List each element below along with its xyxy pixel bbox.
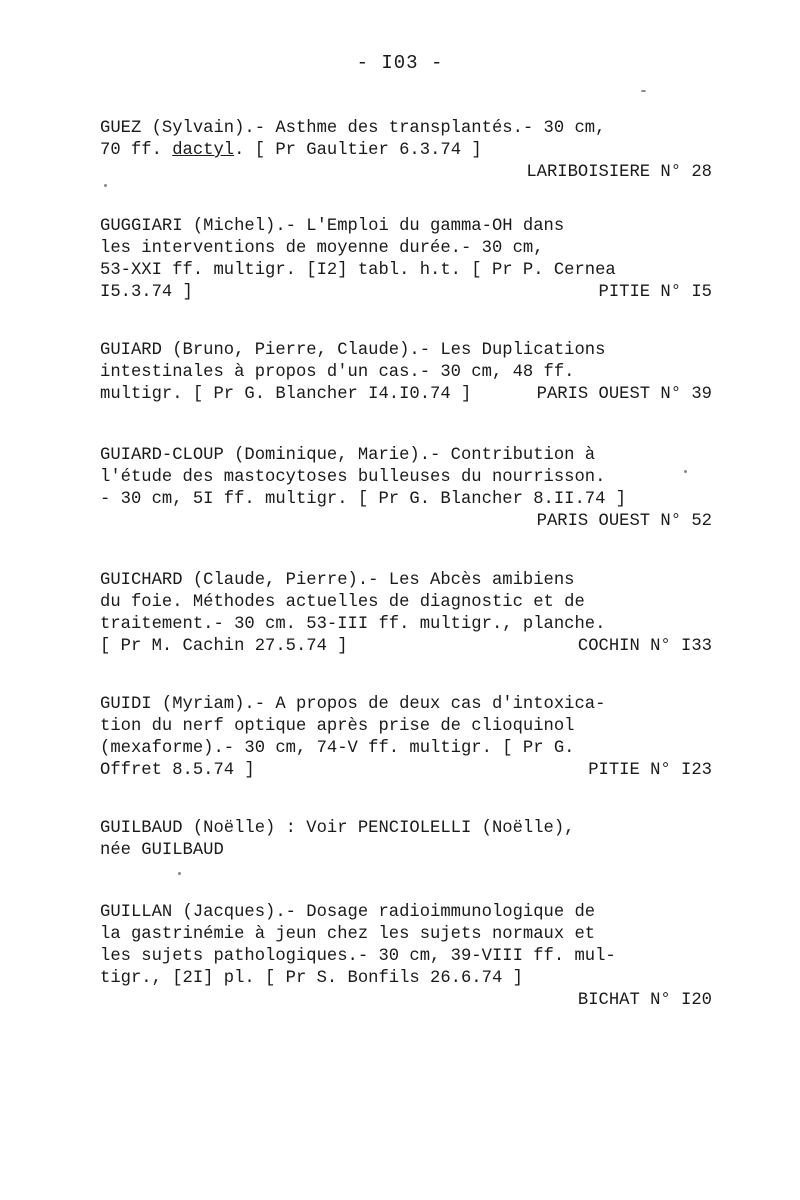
entry-location: PARIS OUEST N° 52 — [536, 512, 712, 531]
entry-location: COCHIN N° I33 — [577, 637, 712, 656]
entry-line — [100, 140, 712, 162]
bibliography-entry — [100, 570, 712, 658]
entry-line: GUGGIARI (Michel).- L'Emploi du gamma-OH dans — [100, 217, 565, 236]
entry-line: GUIDI (Myriam).- A propos de deux cas d'intoxica- — [100, 695, 606, 714]
bibliography-entry — [100, 340, 712, 406]
entry-line: GUICHARD (Claude, Pierre).- Les Abcès amibiens — [100, 571, 575, 590]
entry-line: du foie. Méthodes actuelles de diagnostic et de — [100, 593, 585, 612]
entry-line: GUILBAUD (Noëlle) : Voir PENCIOLELLI (Noëlle), — [100, 819, 575, 838]
entry-line — [100, 384, 712, 406]
entry-line: tigr., [2I] pl. [ Pr S. Bonfils 26.6.74 ] — [100, 969, 523, 988]
bibliography-entry — [100, 694, 712, 782]
entry-location: BICHAT N° I20 — [577, 991, 712, 1010]
page-number: - I03 - — [356, 52, 444, 74]
entry-location: PARIS OUEST N° 39 — [536, 385, 712, 404]
entry-line: GUIARD-CLOUP (Dominique, Marie).- Contribution à — [100, 446, 596, 465]
scan-speck — [684, 470, 687, 473]
entry-line: les sujets pathologiques.- 30 cm, 39-VIII ff. mul- — [100, 947, 616, 966]
entry-line: la gastrinémie à jeun chez les sujets normaux et — [100, 925, 596, 944]
entry-location: PITIE N° I5 — [598, 283, 712, 302]
entry-line: née GUILBAUD — [100, 841, 224, 860]
bibliography-entry — [100, 118, 712, 184]
bibliography-entry — [100, 902, 712, 1012]
entry-line: (mexaforme).- 30 cm, 74-V ff. multigr. [ Pr G. — [100, 739, 575, 758]
bibliography-entry — [100, 216, 712, 304]
scan-speck — [641, 90, 646, 92]
entry-location: LARIBOISIERE N° 28 — [526, 163, 712, 182]
scan-speck — [178, 872, 181, 875]
entry-line-text: I5.3.74 ] — [100, 283, 193, 302]
entry-line: tion du nerf optique après prise de clioquinol — [100, 717, 575, 736]
entry-line: 53-XXI ff. multigr. [I2] tabl. h.t. [ Pr P. Cernea — [100, 261, 616, 280]
entry-line: intestinales à propos d'un cas.- 30 cm, 48 ff. — [100, 363, 575, 382]
entry-line: GUEZ (Sylvain).- Asthme des transplantés.- 30 cm, — [100, 119, 606, 138]
entry-line: GUIARD (Bruno, Pierre, Claude).- Les Duplications — [100, 341, 606, 360]
entry-line-text: multigr. [ Pr G. Blancher I4.I0.74 ] — [100, 385, 472, 404]
entry-line — [100, 760, 712, 782]
entry-line: GUILLAN (Jacques).- Dosage radioimmunologique de — [100, 903, 596, 922]
entry-line-text: [ Pr M. Cachin 27.5.74 ] — [100, 637, 348, 656]
underlined-abbreviation: dactyl — [172, 141, 235, 160]
entry-location: PITIE N° I23 — [588, 761, 712, 780]
entry-line: - 30 cm, 5I ff. multigr. [ Pr G. Blancher 8.II.74 ] — [100, 490, 627, 509]
entry-line-text: . [ Pr Gaultier 6.3.74 ] — [234, 141, 482, 160]
cross-reference-entry — [100, 818, 712, 862]
entry-line: traitement.- 30 cm. 53-III ff. multigr., planche. — [100, 615, 606, 634]
entry-line-text: 70 ff. — [100, 141, 173, 160]
entry-line — [100, 636, 712, 658]
entry-line — [100, 282, 712, 304]
entry-line-text: Offret 8.5.74 ] — [100, 761, 255, 780]
bibliography-entry — [100, 445, 712, 533]
entry-line: les interventions de moyenne durée.- 30 cm, — [100, 239, 544, 258]
entry-line: l'étude des mastocytoses bulleuses du nourrisson. — [100, 468, 606, 487]
scan-speck — [104, 184, 107, 187]
